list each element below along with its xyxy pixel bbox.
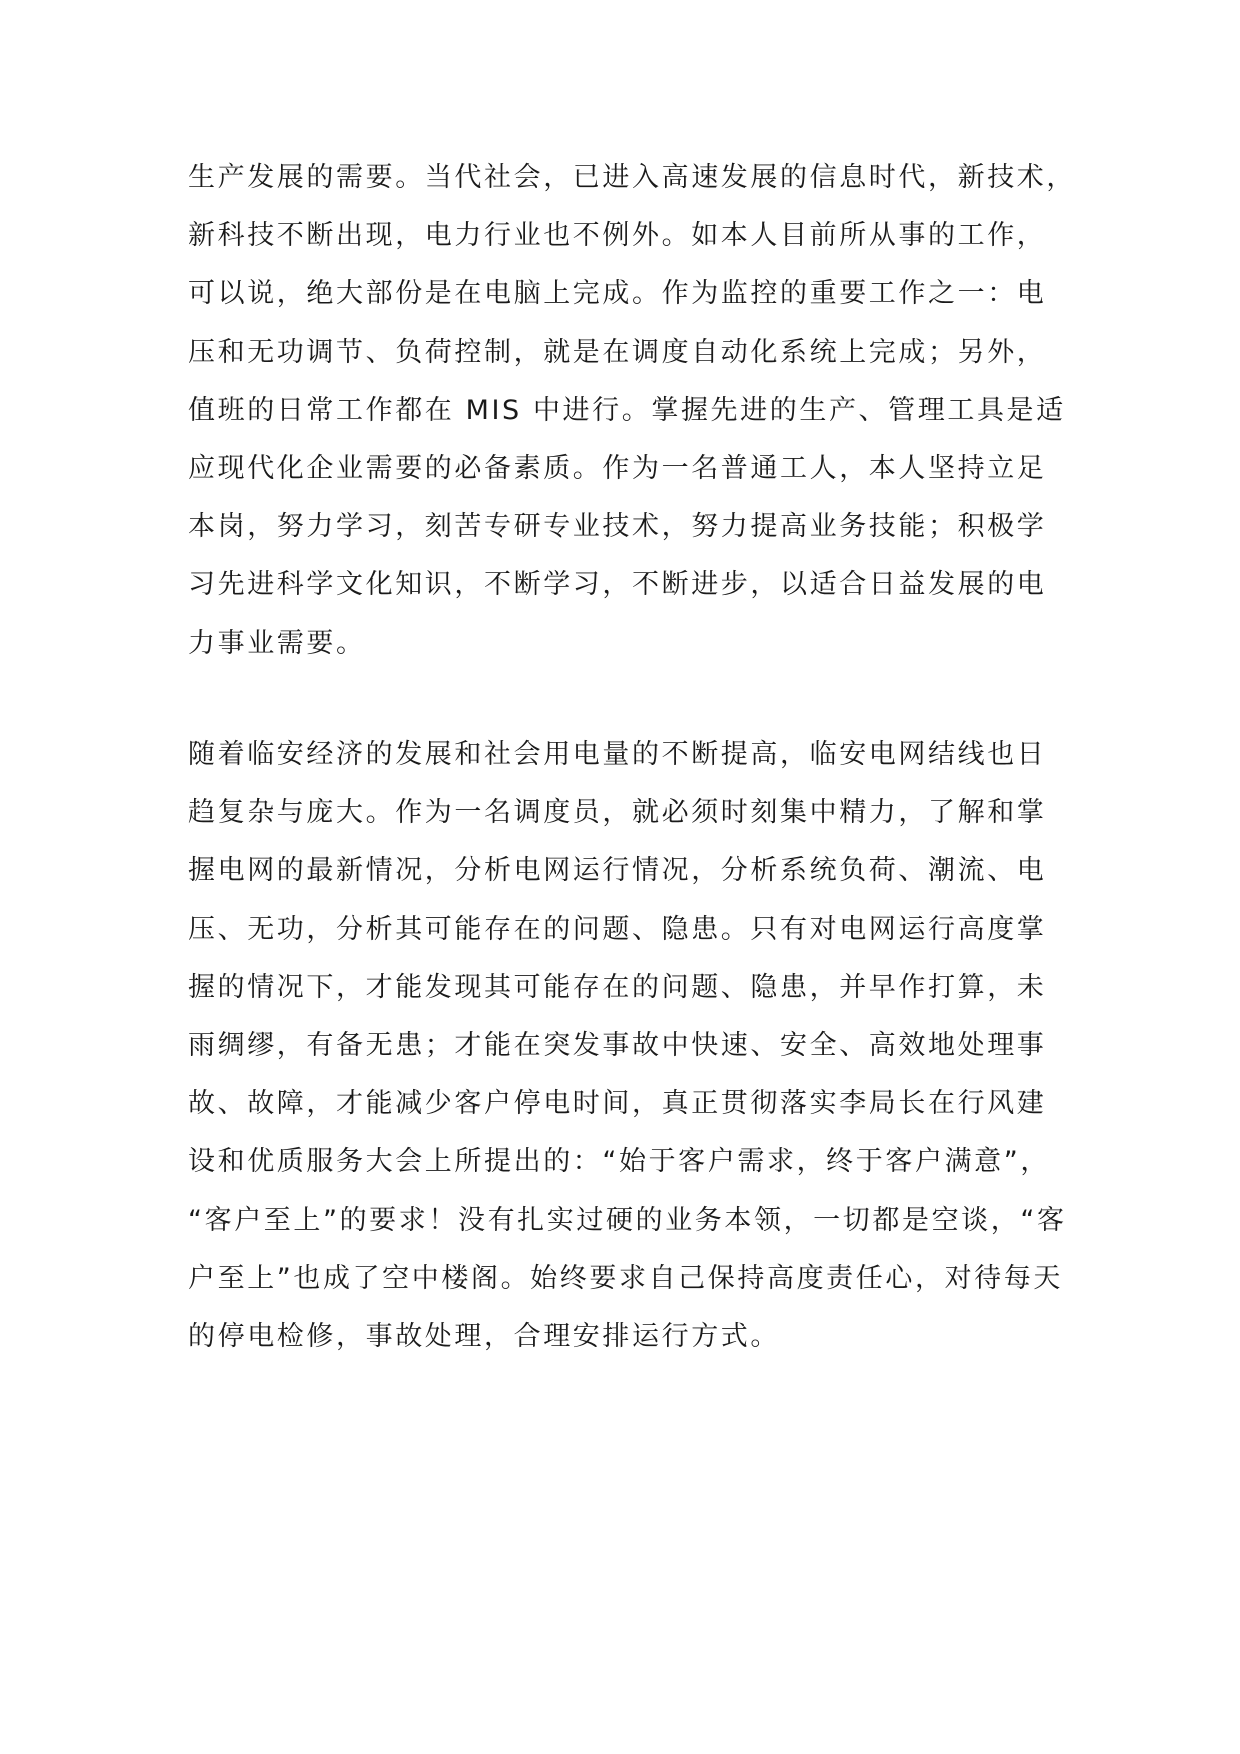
text-line: 故、故障，才能减少客户停电时间，真正贯彻落实李局长在行风建 xyxy=(188,1088,1047,1120)
text-line: 握的情况下，才能发现其可能存在的问题、隐患，并早作打算，未 xyxy=(188,971,1047,1003)
text-line: 可以说，绝大部份是在电脑上完成。作为监控的重要工作之一：电 xyxy=(188,278,1047,310)
text-line: 的停电检修，事故处理，合理安排运行方式。 xyxy=(188,1321,780,1352)
text-line: 握电网的最新情况，分析电网运行情况，分析系统负荷、潮流、电 xyxy=(188,855,1047,887)
text-line: “客户至上”的要求！没有扎实过硬的业务本领，一切都是空谈，“客 xyxy=(188,1204,1067,1236)
text-line: 雨绸缪，有备无患；才能在突发事故中快速、安全、高效地处理事 xyxy=(188,1030,1047,1061)
text-line: 新科技不断出现，电力行业也不例外。如本人目前所从事的工作， xyxy=(188,220,1047,252)
text-line: 习先进科学文化知识，不断学习，不断进步，以适合日益发展的电 xyxy=(188,569,1047,601)
text-line: 随着临安经济的发展和社会用电量的不断提高，临安电网结线也日 xyxy=(188,739,1047,770)
text-line: 力事业需要。 xyxy=(188,627,366,659)
text-line: 值班的日常工作都在 MIS 中进行。掌握先进的生产、管理工具是适 xyxy=(188,394,1066,426)
text-line: 应现代化企业需要的必备素质。作为一名普通工人，本人坚持立足 xyxy=(188,453,1047,484)
text-line: 本岗，努力学习，刻苦专研专业技术，努力提高业务技能；积极学 xyxy=(188,511,1047,543)
text-line: 趋复杂与庞大。作为一名调度员，就必须时刻集中精力，了解和掌 xyxy=(188,797,1047,829)
text-line: 压和无功调节、负荷控制，就是在调度自动化系统上完成；另外， xyxy=(188,336,1047,368)
text-line: 生产发展的需要。当代社会，已进入高速发展的信息时代，新技术， xyxy=(188,162,1076,193)
text-line: 设和优质服务大会上所提出的：“始于客户需求，终于客户满意”， xyxy=(188,1146,1050,1178)
text-line: 户至上”也成了空中楼阁。始终要求自己保持高度责任心，对待每天 xyxy=(188,1262,1063,1294)
text-line: 压、无功，分析其可能存在的问题、隐患。只有对电网运行高度掌 xyxy=(188,913,1047,945)
